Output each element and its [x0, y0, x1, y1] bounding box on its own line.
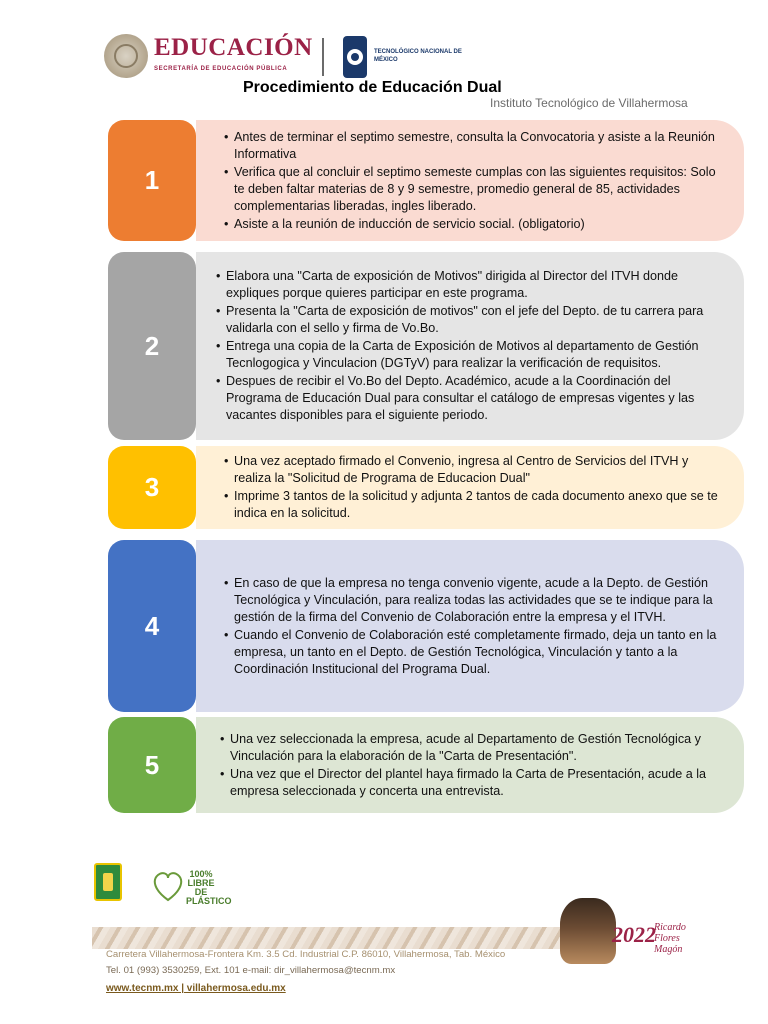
step-number: 4 — [108, 540, 196, 712]
mexico-seal-icon — [104, 34, 148, 78]
step-number: 2 — [108, 252, 196, 440]
step-3 — [108, 446, 744, 529]
step-5 — [108, 717, 744, 813]
step-number: 5 — [108, 717, 196, 813]
step-4 — [108, 540, 744, 712]
page-title: Procedimiento de Educación Dual — [243, 79, 502, 96]
step-1 — [108, 120, 744, 241]
footer-pattern — [92, 927, 592, 949]
itvh-logo-icon — [94, 863, 122, 901]
footer-contact: Tel. 01 (993) 3530259, Ext. 101 e-mail: dir_villahermosa@tecnm.mx — [106, 965, 396, 976]
year-badge: 2022 — [612, 922, 656, 947]
footer-web-links[interactable]: www.tecnm.mx | villahermosa.edu.mx — [106, 983, 286, 994]
step-2 — [108, 252, 744, 440]
step-item: • Elabora una "Carta de exposición de Motivos" dirigida al Director del ITVH donde expliques porque quieres participar en este programa. — [216, 268, 722, 302]
step-item: • Cuando el Convenio de Colaboración esté completamente firmado, deja un tanto en la empresa, un tanto en el Depto. de Gestión Tecnológica, Vinculación y tanto a la Coordinación Institucional del Programa Dual. — [224, 627, 722, 678]
step-item: • Una vez aceptado firmado el Convenio, ingresa al Centro de Servicios del ITVH y realiza la "Solicitud de Programa de Educacion Dual" — [224, 453, 722, 487]
step-item: • Presenta la "Carta de exposición de motivos" con el jefe del Depto. de tu carrera para validarla con el sello y firma de Vo.Bo. — [216, 303, 722, 337]
page-subtitle: Instituto Tecnológico de Villahermosa — [490, 96, 688, 110]
header-divider — [322, 38, 324, 76]
sep-logo-title: EDUCACIÓN — [154, 34, 313, 61]
step-content — [196, 446, 744, 529]
step-item: • Verifica que al concluir el septimo semeste cumplas con las siguientes requisitos: Solo te deben faltar materias de 8 y 9 semestre, promedio general de 85, actividades complementarias liberadas, ingles liberado. — [224, 164, 722, 215]
portrait-image — [560, 898, 616, 964]
step-content — [196, 252, 744, 440]
tecnm-logo-text: TECNOLÓGICO NACIONAL DE MÉXICO — [374, 49, 462, 63]
step-item: • Entrega una copia de la Carta de Exposición de Motivos al departamento de Gestión Tecnlogogica y Vinculacion (DGTyV) para realizar la verificación de requisitos. — [216, 338, 722, 372]
step-number: 3 — [108, 446, 196, 529]
header — [104, 30, 664, 86]
step-content — [196, 717, 744, 813]
tecnm-gear-icon — [340, 34, 370, 80]
footer-address: Carretera Villahermosa-Frontera Km. 3.5 Cd. Industrial C.P. 86010, Villahermosa, Tab. México — [106, 949, 506, 960]
step-content — [196, 540, 744, 712]
plastic-free-label: 100% LIBRE DE PLÁSTICO — [186, 869, 232, 906]
sep-logo-subtitle: SECRETARÍA DE EDUCACIÓN PÚBLICA — [154, 66, 288, 72]
step-item: • En caso de que la empresa no tenga convenio vigente, acude a la Depto. de Gestión Tecnológica y Vinculación, para realiza todas las actividades que se te indique para la gestión de la firma del Convenio de Colaboración entre la empresa y el ITVH. — [224, 575, 722, 626]
step-item: • Imprime 3 tantos de la solicitud y adjunta 2 tantos de cada documento anexo que se te indica en la solicitud. — [224, 488, 722, 522]
step-item: • Asiste a la reunión de inducción de servicio social. (obligatorio) — [224, 216, 722, 233]
step-item: • Una vez que el Director del plantel haya firmado la Carta de Presentación, acude a la empresa seleccionada y concerta una entrevista. — [220, 766, 722, 800]
step-item: • Una vez seleccionada la empresa, acude al Departamento de Gestión Tecnológica y Vinculación para la elaboración de la "Carta de Presentación". — [220, 731, 722, 765]
step-item: • Antes de terminar el septimo semestre, consulta la Convocatoria y asiste a la Reunión Informativa — [224, 129, 722, 163]
step-item: • Despues de recibir el Vo.Bo del Depto. Académico, acude a la Coordinación del Programa de Educación Dual para consultar el catálogo de empresas vigentes y las vacantes disponibles para el siguiente periodo. — [216, 373, 722, 424]
step-content — [196, 120, 744, 241]
step-number: 1 — [108, 120, 196, 241]
year-name: Ricardo Flores Magón — [654, 922, 686, 955]
